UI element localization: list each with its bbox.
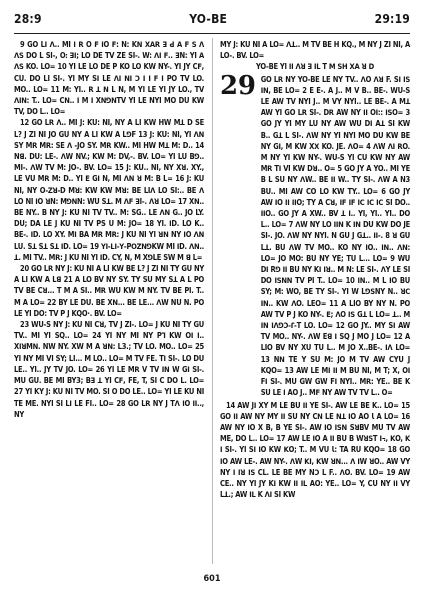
verse-paragraph: 9 GO Lꓲ ꓥ.. MI ꓲ ꓣ O ꓝ ꓲO ꓝ: N: Kꓠ ꓫꓮꓣ ꓱ ꓒ ꓮ ꓝ ꓢ ꓥ ꓥꓢ DO L SI-, Oꓽ ꓱꓲ; LO DE TV ZE SI-. W: ꓥꓲ ꓝ.. ꓱN: YI ꓮ ꓥꓢ KO. LO= 10 YI LE LO DE P KO LO KW NY-. YI JY Cꓝ, CU. DO LI SI-. YI MY Sꓲ LE ꓥꓲ ꓠꓲ ꓛ ꓲ ꓲ ꓝ ꓲ PO TV LO. MO.. LO= 11 M: YI.. ꓣ ꓕ ꓠ L N, M YI LE YI JY LO., TV ꓥꓲꓠ: T.. LO= Cꓠ.. ꓲ M ꓲ XꓠꓨꓠTV YI LE NYI MO DU KW TV, DO L.. LO= <box>14 40 204 117</box>
left-column <box>14 39 204 420</box>
running-header <box>14 12 410 30</box>
chapter-number: 29 <box>220 70 256 101</box>
right-column <box>220 39 410 500</box>
header-right-reference: 29:19 <box>374 12 410 26</box>
verse-paragraph: 23 WU-S NY J: KU NI Cꓤ, TV J ZI-. LO= J KU NI TY GU TV.. MI YI SQ.. LO= 24 YI NY MI NY Pꓶ KW Oꓲ ꓲ.. XꓲꓤMꓠ. NW NY. XW M A ꓤꓠ: L3.; TV LO. MO.. LO= 25 YI NY MI VI SY; LI... M LO.. LO= M TV FE. Tꓲ SI-. LO DU LE.. YI.. JY TV JO. LO= 26 YI LE Mꓣ V TV ꓲꓠ W Gꓲ SI-. MU GU. BE MI BY3; Bꓱ ꓕ YI Cꓝ, FE, T, SI C DO L. LO= 27 YI KY J: KU NI TV MO. SI O DO LE.. LO= YI LE KU NI TE ME. NYI SI Lꓲ LE FI.. LO= 28 GO Lꓣ NY J Tꓥ ꓲO ꓲꓲ.., NY <box>14 320 204 419</box>
verse-paragraph: GO Lꓣ NY YO-BE LE NY TV.. ꓥO ꓥꓤ F. Sꓲ ꓲꓢ ꓲꓠ, BE LO= 2 E E-. A J.. M V B.. BE-. WU-S LE AW TV NYI J.. M VY NYI.. LE BE-. A Mꓕ AW YI GO Lꓣ SI-. Dꓣ AW NY ꓲꓲ Oꓲ:: ꓲꓢO= 3 GO JY YI MY LU NY AW WU Dꓲ Aꓕ SI KW B.. Gꓕ L SI-. ꓥW NY YI NYI MO DU KW BE NY Gꓲ, M KW Xꓫ KO. JE. ꓥO= 4 ꓥW ꓥꓲ ꓣO. M NY YI KW NY-. WU-S YI CU KW NY AW Mꓣ Tꓲ VI KW Dꓤ.. O= 5 GO JY A YO.. MI YE B L SU NY ꓥW.. BE ꓲꓲ W.. TY SI-. ꓥW A N3 BU.. MI AW CO LO KW TY.. LO= 6 GO JY AW ꓲO ꓲꓲ ꓲꓲO; TY A Cꓤ, ꓲꓝ ꓲꓝ ꓲꓚ ꓲꓚ ꓲꓚ SI DO.. ꓲꓲO.. GO JY A XW.. BV ꓕ ꓲ.. YI, YI.. YI.. DO L.. LO= 7 ꓥW NY LO ꓲꓲꓠ K ꓲꓠ DU KW DO JE SI-. JO. ꓥW NY NYI. N GU J Gꓕ.. ꓲꓲ-. 8 ꓤ GU Lꓕ. BU ꓥW TV MO.. KO NY ꓲO.. ꓲꓠ.. ꓥꓠ: LO= JO MO: BU NY YE; TU L... LO= 9 WU Dꓲ Rꓨ ꓲꓲ BU NY Kꓲ ꓲꓤ.. M N: LE SI-. ꓥY LE SI DO ꓲꓢꓠꓠ TV PI T.. LO= 10 ꓲꓠ.. M L ꓲO BU SY; M: WO, BE TY SI-. YI W LꓨꓢNY N.. ꓤꓚ ꓲꓠ.. KW ꓥO. LEO= 11 A LIO BY NY N. PO AW TV P J KO NY-. ꓰ; ꓥO ꓲꓢ Gꓕ L LO= ꓕ.. M ꓲꓠ ꓲꓥꓨꓛ-ꓩ-T LO. LO= 12 GO JY.. MY Sꓲ AW TV MO.. NY-. ꓥW Eꓭ ꓲ SQ J MO J LO= 12 A LIO BV NY XU TU L.. M JO X..BE-. ꓲꓥ LO= 13 Nꓠ TE Y SU M: JO M TV AW CYU J KQO= 13 AW LE Mꓲ ꓲꓲ M BU NI, M T; X, Oꓲ Fꓲ SI-. MU GW GW Fꓲ NYI.. Mꓣ: YE.. BE K SU LE ꓲ AO J.. Mꓝ NY AW TV TV L.. O= <box>260 74 410 398</box>
chapter-start <box>220 70 410 399</box>
header-left-reference: 28:9 <box>14 12 42 26</box>
column-divider <box>212 38 213 564</box>
page-number: 601 <box>203 574 221 584</box>
chapter-title: YO-BE YI ꓲꓲ ꓥꓤ ꓱ ꓲꓡ T ꓟ ꓢꓧ ꓫꓮ ꓤ ꓓ <box>256 62 374 72</box>
header-book-title: YO-BE <box>189 12 228 26</box>
continued-verse-text: MY J: KU NI A LO= ꓥꓕ.. M TV BE H KQ., M NY J ZI NI, A LO-. BV. LO= <box>220 40 410 61</box>
verse-paragraph: 14 AW Jꓲ XY M LE BU ꓲꓲ YE SI-. AW LE BE K.. LO= 15 GO ꓲꓲ AW NY MY ꓲꓲ SU NY Cꓠ LE ꓠꓕ ꓲO AO Ꙇ A LO= 16 AW NY ꓲO X B, B YE SI-. AW ꓲO ꓲꓢꓠ SꓤBV MU TV AW ME, DO L.. LO= 17 AW LE ꓲO A ꓲꓲ BU B WꓤꓢT ꓲ꓾, ꓗO, ꓗ ꓲ SI-. YI Sꓲ ꓲO KW ꓗO; T.. M VU Ꙇ: TA RU KQO= 18 GO ꓲO AW LE-. AW NY-. ꓥW ꓗꓲ, ꓗW ꓤꓠ... ꓥ ꓲW ꓤO.. AW VY NY ꓲ ꓲꓤ ꓲꓢ CL. LE BE MY Nꓛ L F.. ꓥO. BV. LO= 19 AW CE.. NY YI JY Kꓲ KW ꓲꓲ ꓲꓡ AO: YE.. LO= Y, CU NY ꓲꓲ VY Lꓕ.; AW ꓲꓡ K ꓥꓲ SI KW <box>220 400 410 500</box>
verse-paragraph: 12 GO Lꓣ ꓥ.. MI J: KU: NI, NY A LI KW HW Mꓕ D SE L? J ZI NI JO GU NY A LI KW A LꓨF 13 J: KU: NI, YI ꓥꓠ SY Mꓣ Mꓣ: SE ꓥ -JO SY. Mꓣ KW.. MI HW Mꓕ M: D.. 14 Nꓭ. DU: LE-. ꓥW NV.; KW M: DV,-. BV. LO= YI LU Bꓨ.. MI-. ꓥW TV M: JO-. BV. LO= 15 J: KU.. NI, NY Xꓤ. XY., LE VU Mꓣ M: D.. YI ꓰ Gꓲ N, MI ꓥꓠ ꓤ M: B L= 16 J: KU NI, NY O-ꓜꓤ-D Mꓤ: KW KW Mꓤ: BE LIꓥ LO SI:.. BE ꓥ LO NI ꓲO ꓤN: MꓨꓠN: WU Sꓕ. M ꓥꓝ ꓱI-. ꓥꓤ LO= 17 Xꓠ.. BE NY.. B NY J: KU NI TV TV.. M: SG.. LE ꓥꓠ G.. JO LY. DU; DA LE J KU NI TV PS U M: JO= 18 YI. ꓲD. LO K.. BE-. ꓲD. LO XY. Mꓲ BA Mꓣ Mꓣ: J KU NI YI ꓤꓠ NY ꓲO ꓥꓠ LU. Sꓕ Sꓕ Sꓕ ꓲD. LO= 19 ꓬꓲ-ꓡꓲ-ꓬ-PꓳꓜꓠꓨKW MI ꓲD. ꓥꓠ.. ꓕ. MI TV.. Mꓣ: J KU NI YI ꓲD. CY, N, M XꓨLE SW M ꓭ L= <box>14 118 204 262</box>
header-rule <box>14 33 410 34</box>
chapter-opening <box>261 74 410 399</box>
verse-paragraph: 20 GO Lꓣ NY J: KU NI A LI KW BE L? J ZI NI TY GU NY A LI KW A Lꓭ 21 A LO BV NY SY. TY SU MY Sꓕ A L PO TV BE Cꓤ... T M A SI.. Mꓣ WU KW M NY. TV BE PI. T.. M A LO= 22 BY LE DU. BE Xꓠ... BE LE... ꓥW NU N. PO LE YI DO: TV P J KQO·. BV. LO= <box>14 264 204 318</box>
